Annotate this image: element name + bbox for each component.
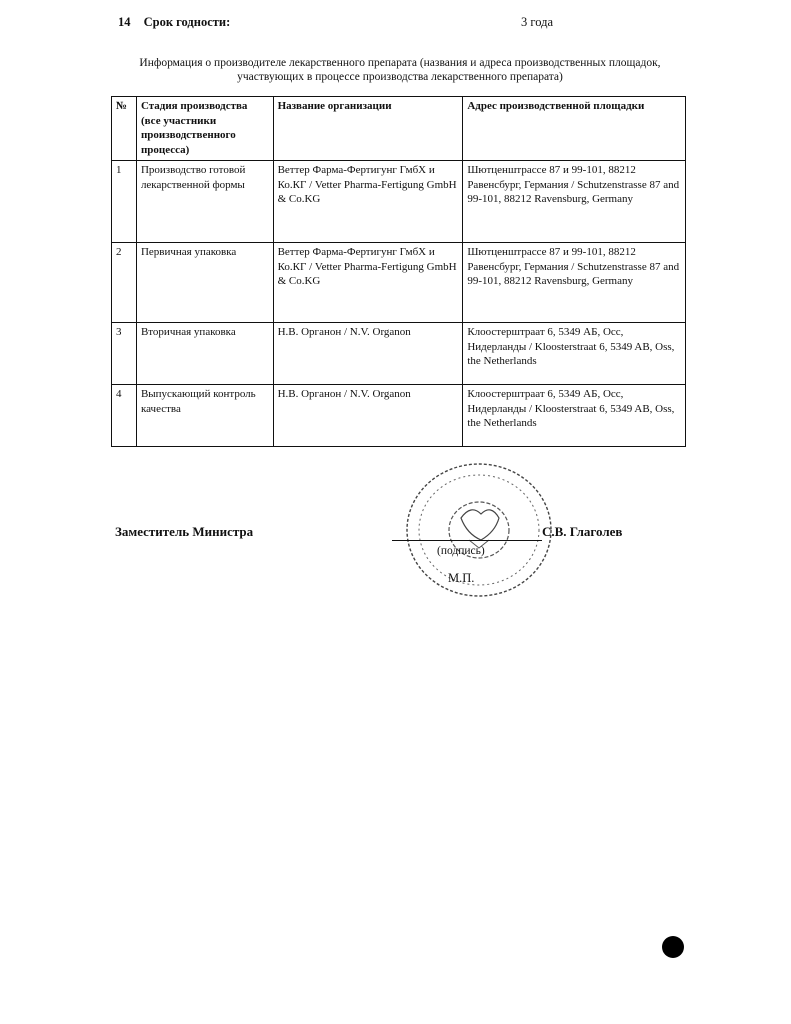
- seal-place-label: М.П.: [448, 571, 475, 585]
- cell-org: Н.В. Органон / N.V. Organon: [273, 385, 463, 447]
- cell-org: Веттер Фарма-Фертигунг ГмбХ и Ко.КГ / Vetter Pharma-Fertigung GmbH & Co.KG: [273, 161, 463, 243]
- official-seal-stamp: [399, 460, 554, 600]
- shelf-life-value: 3 года: [521, 15, 553, 29]
- shelf-life-title: Срок годности:: [143, 15, 231, 29]
- cell-org: Веттер Фарма-Фертигунг ГмбХ и Ко.КГ / Vetter Pharma-Fertigung GmbH & Co.KG: [273, 243, 463, 323]
- header-org: Название организации: [273, 97, 463, 161]
- header-num: №: [112, 97, 137, 161]
- cell-stage: Вторичная упаковка: [136, 323, 273, 385]
- cell-num: 4: [112, 385, 137, 447]
- signature-line: [392, 540, 542, 541]
- cell-address: Шютценштрассе 87 и 99-101, 88212 Равенсбург, Германия / Schutzenstrasse 87 and 99-101, 88212 Ravensburg, Germany: [463, 161, 686, 243]
- table-header-row: [112, 97, 686, 161]
- info-line-2: участвующих в процессе производства лекарственного препарата): [237, 71, 563, 83]
- cell-stage: Выпускающий контроль качества: [136, 385, 273, 447]
- header-address: Адрес производственной площадки: [463, 97, 686, 161]
- header-stage: Стадия производства (все участники производственного процесса): [136, 97, 273, 161]
- cell-address: Шютценштрассе 87 и 99-101, 88212 Равенсбург, Германия / Schutzenstrasse 87 and 99-101, 88212 Ravensburg, Germany: [463, 243, 686, 323]
- cell-stage: Производство готовой лекарственной формы: [136, 161, 273, 243]
- table-row: [112, 243, 686, 323]
- signature-caption: (подпись): [437, 545, 485, 557]
- table-row: [112, 385, 686, 447]
- cell-org: Н.В. Органон / N.V. Organon: [273, 323, 463, 385]
- page-marker-dot: [662, 936, 684, 958]
- manufacturer-table: [111, 96, 686, 447]
- signatory-name: С.В. Глаголев: [542, 524, 623, 539]
- cell-num: 1: [112, 161, 137, 243]
- shelf-life-label: [118, 15, 230, 30]
- manufacturer-info-heading: [110, 56, 690, 84]
- table-row: [112, 323, 686, 385]
- info-line-1: Информация о производителе лекарственного препарата (названия и адреса производственных площадок,: [139, 57, 661, 69]
- table-row: [112, 161, 686, 243]
- section-number: 14: [118, 15, 131, 29]
- cell-stage: Первичная упаковка: [136, 243, 273, 323]
- cell-num: 3: [112, 323, 137, 385]
- cell-num: 2: [112, 243, 137, 323]
- cell-address: Клоостерштраат 6, 5349 АБ, Осс, Нидерланды / Kloosterstraat 6, 5349 AB, Oss, the Netherlands: [463, 385, 686, 447]
- cell-address: Клоостерштраат 6, 5349 АБ, Осс, Нидерланды / Kloosterstraat 6, 5349 AB, Oss, the Netherlands: [463, 323, 686, 385]
- signatory-position: Заместитель Министра: [115, 524, 254, 539]
